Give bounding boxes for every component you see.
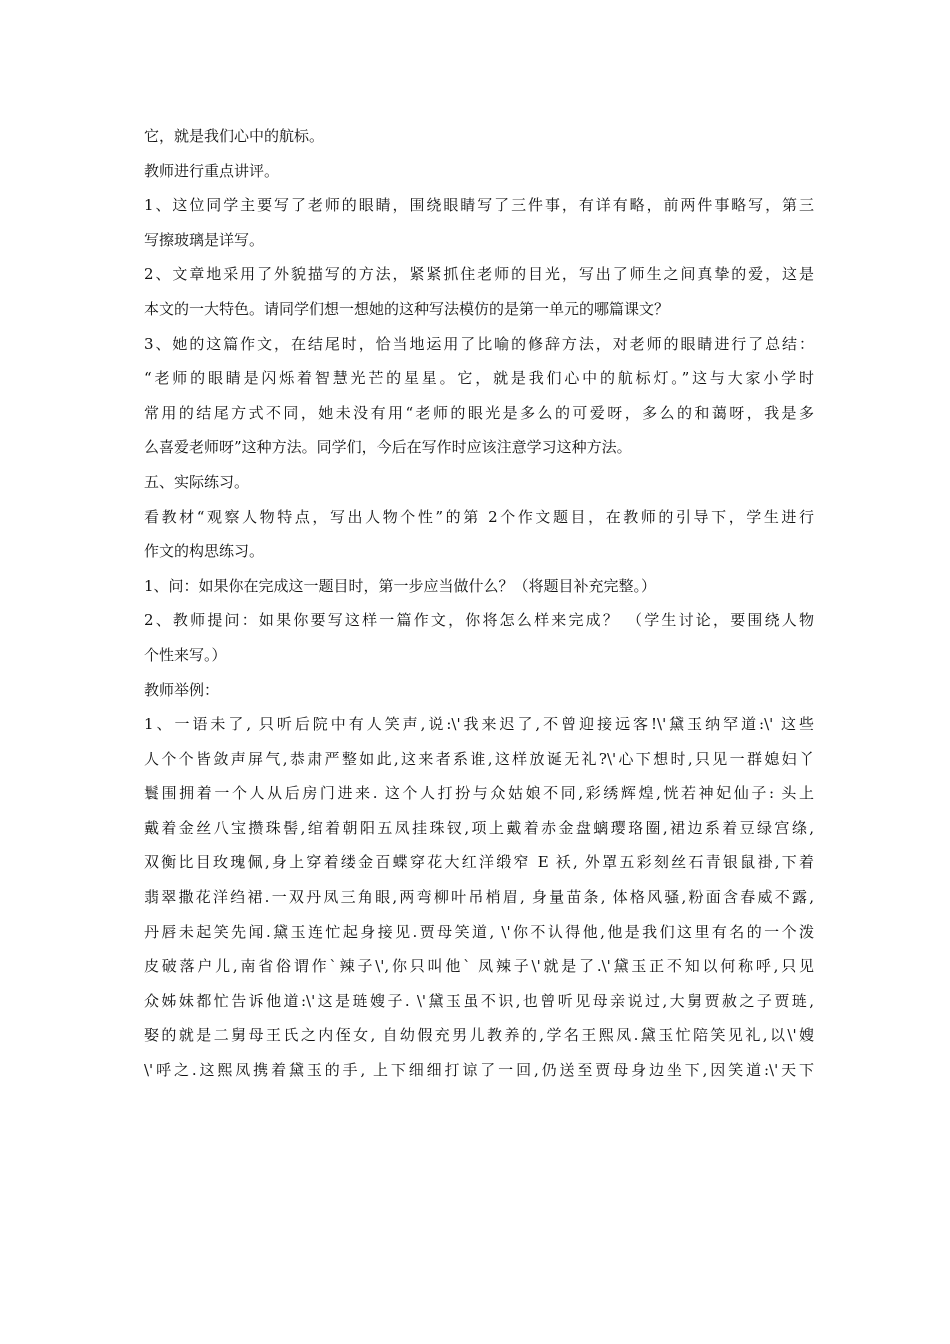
text-line: 娶的就是二舅母王氏之内侄女, 自幼假充男儿教养的,学名王熙凤.黛玉忙陪笑见礼,以\'嫂 xyxy=(144,1026,814,1045)
text-line: 戴着金丝八宝攒珠髻,绾着朝阳五凤挂珠钗,项上戴着赤金盘螭璎珞圈,裙边系着豆绿宫绦, xyxy=(144,818,814,837)
text-line: 翡翠撒花洋绉裙.一双丹凤三角眼,两弯柳叶吊梢眉, 身量苗条, 体格风骚,粉面含春威不露, xyxy=(144,888,814,907)
text-line: 丹唇未起笑先闻.黛玉连忙起身接见.贾母笑道, \'你不认得他,他是我们这里有名的一个泼 xyxy=(144,922,814,941)
text-line: 教师进行重点讲评。 xyxy=(144,161,280,180)
text-line: 教师举例： xyxy=(144,680,220,699)
text-line: 看教材“观察人物特点，写出人物个性”的第 2个作文题目，在教师的引导下，学生进行 xyxy=(144,507,814,526)
text-line: 个性来写。） xyxy=(144,645,227,664)
document-body xyxy=(144,119,814,1088)
text-line: 3、她的这篇作文，在结尾时，恰当地运用了比喻的修辞方法，对老师的眼睛进行了总结： xyxy=(144,334,814,353)
text-line: 双衡比目玫瑰佩,身上穿着缕金百蝶穿花大红洋缎窄 E 袄, 外罩五彩刻丝石青银鼠褂,下着 xyxy=(144,853,814,872)
text-line: 人个个皆敛声屏气,恭肃严整如此,这来者系谁,这样放诞无礼?\'心下想时,只见一群媳妇丫 xyxy=(144,749,814,768)
text-line: 众姊妹都忙告诉他道:\'这是琏嫂子. \'黛玉虽不识,也曾听见母亲说过,大舅贾赦之子贾琏, xyxy=(144,991,814,1010)
text-line: 鬟围拥着一个人从后房门进来. 这个人打扮与众姑娘不同,彩绣辉煌,恍若神妃仙子: 头上 xyxy=(144,784,814,803)
text-line: 1、这位同学主要写了老师的眼睛，围绕眼睛写了三件事，有详有略，前两件事略写，第三 xyxy=(144,196,814,215)
text-line: “老师的眼睛是闪烁着智慧光芒的星星。它，就是我们心中的航标灯。”这与大家小学时 xyxy=(144,369,814,388)
text-line: 写擦玻璃是详写。 xyxy=(144,230,265,249)
text-line: 么喜爱老师呀”这种方法。同学们，今后在写作时应该注意学习这种方法。 xyxy=(144,438,632,457)
text-line: 1、问：如果你在完成这一题目时，第一步应当做什么？（将题目补充完整。） xyxy=(144,576,657,595)
text-line: 它，就是我们心中的航标。 xyxy=(144,127,325,145)
text-line: 五、实际练习。 xyxy=(144,472,250,491)
text-line: \'呼之.这熙凤携着黛玉的手, 上下细细打谅了一回,仍送至贾母身边坐下,因笑道:\'天下 xyxy=(144,1061,814,1080)
text-line: 2、文章地采用了外貌描写的方法，紧紧抓住老师的目光，写出了师生之间真挚的爱，这是 xyxy=(144,265,814,284)
text-line: 作文的构思练习。 xyxy=(144,542,265,561)
text-line: 2、教师提问：如果你要写这样一篇作文，你将怎么样来完成？ （学生讨论，要围绕人物 xyxy=(144,611,814,630)
text-line: 1、一语未了, 只听后院中有人笑声,说:\'我来迟了,不曾迎接远客!\'黛玉纳罕道:\' 这些 xyxy=(144,715,814,734)
text-line: 皮破落户儿,南省俗谓作`辣子\',你只叫他` 凤辣子\'就是了.\'黛玉正不知以何称呼,只见 xyxy=(144,957,814,976)
text-line: 常用的结尾方式不同，她未没有用“老师的眼光是多么的可爱呀，多么的和蔼呀，我是多 xyxy=(144,403,814,422)
text-line: 本文的一大特色。请同学们想一想她的这种写法模仿的是第一单元的哪篇课文？ xyxy=(144,299,670,318)
